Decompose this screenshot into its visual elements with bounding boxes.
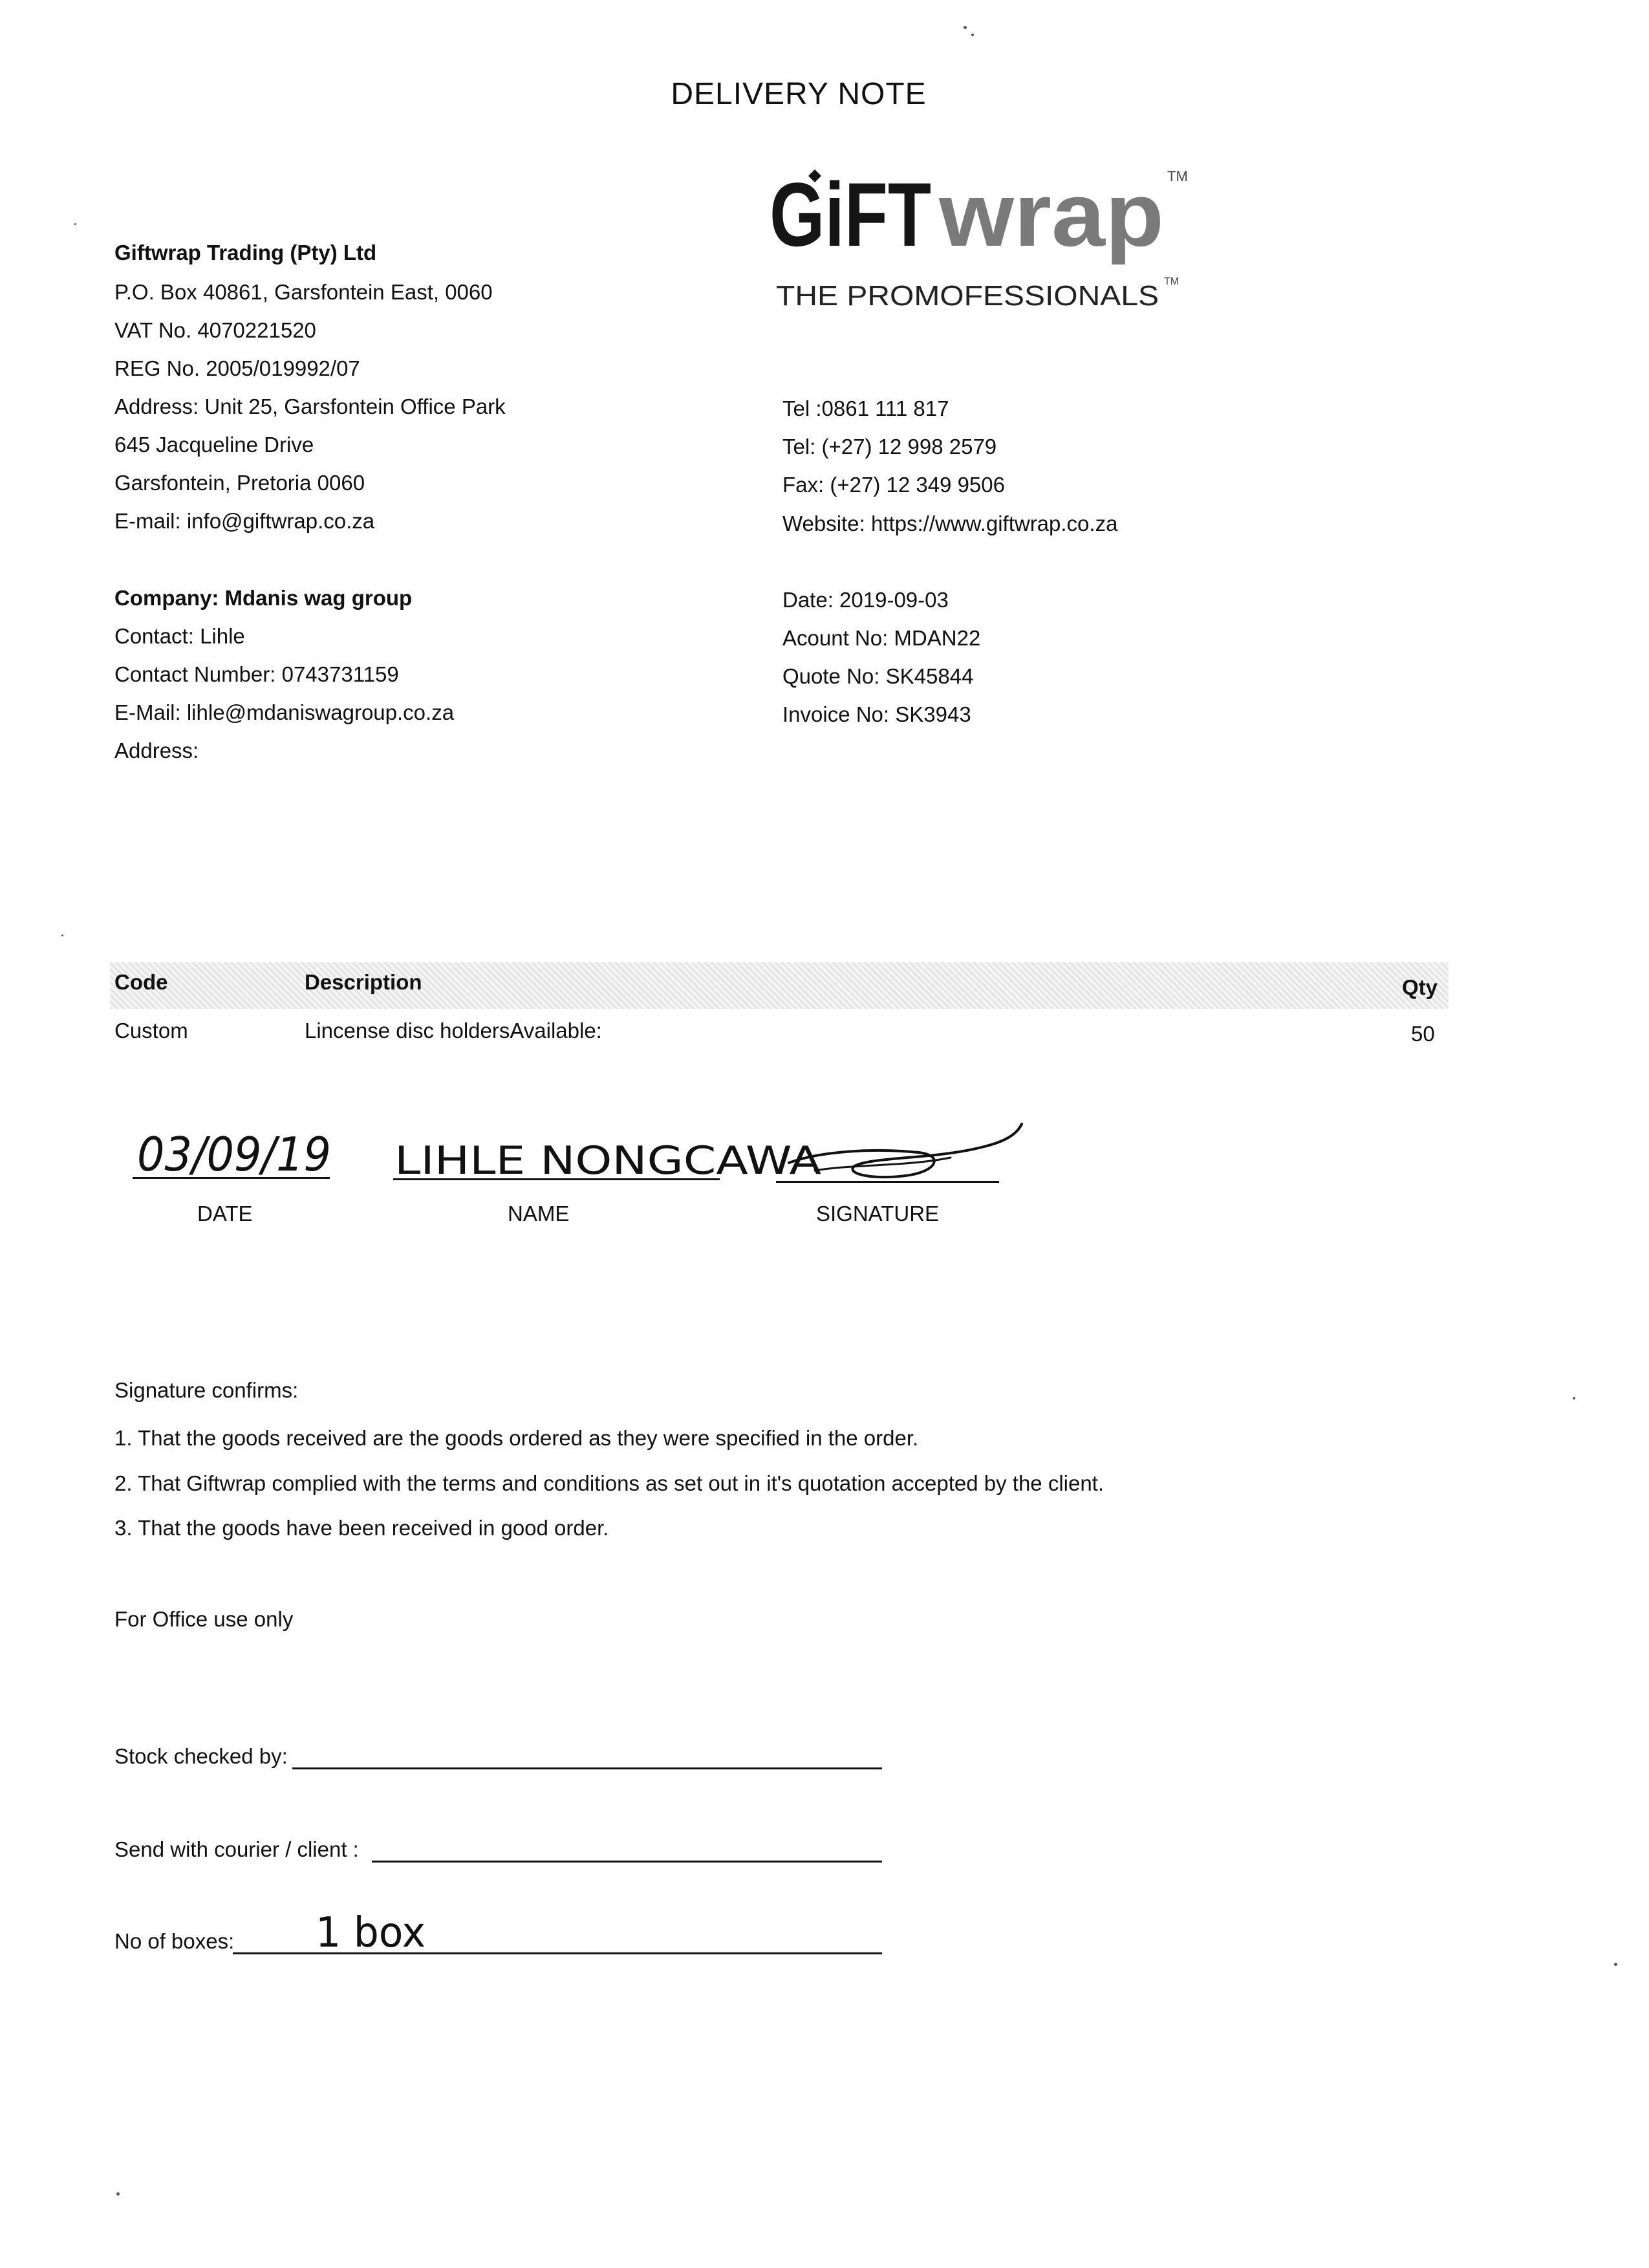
scan-speck — [74, 223, 76, 225]
sender-address-line-2: 645 Jacqueline Drive — [114, 433, 314, 457]
sender-address-line-1: Address: Unit 25, Garsfontein Office Park — [114, 394, 506, 418]
send-with-line — [372, 1861, 882, 1863]
handwritten-boxes — [310, 1905, 466, 1956]
sender-name: Giftwrap Trading (Pty) Ltd — [114, 241, 377, 265]
signature-scribble — [776, 1112, 1035, 1196]
name-underline — [393, 1178, 720, 1180]
signature-underline — [776, 1181, 999, 1183]
scan-speck — [1573, 1397, 1575, 1399]
office-heading: For Office use only — [114, 1607, 294, 1631]
tel-1: Tel :0861 111 817 — [782, 396, 949, 420]
boxes-label: No of boxes: — [114, 1929, 235, 1953]
account-number: Acount No: MDAN22 — [782, 626, 981, 650]
giftwrap-logo — [770, 155, 1196, 310]
customer-contact-number: Contact Number: 0743731159 — [114, 662, 399, 686]
row-description: Lincense disc holdersAvailable: — [305, 1019, 602, 1042]
send-with-label: Send with courier / client : — [114, 1837, 359, 1861]
column-header-code: Code — [114, 970, 168, 994]
customer-address: Address: — [114, 739, 199, 762]
stock-checked-label: Stock checked by: — [114, 1744, 288, 1768]
confirms-heading: Signature confirms: — [114, 1378, 299, 1402]
row-qty: 50 — [1411, 1022, 1435, 1046]
stock-checked-line — [292, 1767, 882, 1769]
scan-speck — [964, 26, 967, 29]
column-header-qty: Qty — [1402, 975, 1438, 999]
handwritten-name-text: LIHLE NONGCAWA — [394, 1138, 821, 1183]
confirm-item-2: 2. That Giftwrap complied with the terms and conditions as set out in it's quotation accepted by the client. — [114, 1471, 1105, 1495]
sender-po-box: P.O. Box 40861, Garsfontein East, 0060 — [114, 280, 493, 304]
row-code: Custom — [114, 1019, 188, 1042]
doc-date: Date: 2019-09-03 — [782, 588, 949, 612]
fax: Fax: (+27) 12 349 9506 — [782, 473, 1005, 497]
scan-speck — [1614, 1963, 1617, 1966]
signature-caption: SIGNATURE — [816, 1202, 940, 1226]
logo-tagline: THE PROMOFESSIONALS — [776, 280, 1159, 310]
logo-tm: TM — [1167, 168, 1188, 184]
column-header-description: Description — [305, 970, 422, 994]
logo-word-bold: GiFT — [770, 164, 931, 265]
sender-reg: REG No. 2005/019992/07 — [114, 356, 360, 380]
scan-speck — [116, 2192, 120, 2196]
customer-company: Company: Mdanis wag group — [114, 586, 413, 610]
tel-2: Tel: (+27) 12 998 2579 — [782, 435, 997, 459]
scan-speck — [61, 934, 63, 936]
name-caption: NAME — [508, 1202, 570, 1226]
confirm-item-1: 1. That the goods received are the goods ordered as they were specified in the order. — [114, 1426, 919, 1450]
page-title: DELIVERY NOTE — [671, 77, 927, 111]
handwritten-date-text: 03/09/19 — [137, 1127, 331, 1182]
logo-word-light: wrap — [938, 164, 1164, 265]
date-underline — [133, 1177, 330, 1179]
date-caption: DATE — [197, 1202, 253, 1226]
website: Website: https://www.giftwrap.co.za — [782, 512, 1118, 535]
sender-email: E-mail: info@giftwrap.co.za — [114, 509, 375, 533]
sender-vat: VAT No. 4070221520 — [114, 318, 316, 342]
customer-contact: Contact: Lihle — [114, 624, 245, 648]
invoice-number: Invoice No: SK3943 — [782, 702, 971, 726]
boxes-line — [233, 1952, 882, 1954]
scan-speck — [971, 34, 974, 36]
handwritten-boxes-text: 1 box — [316, 1909, 426, 1956]
quote-number: Quote No: SK45844 — [782, 664, 974, 688]
logo-tagline-tm: TM — [1164, 276, 1180, 287]
confirm-item-3: 3. That the goods have been received in good order. — [114, 1516, 609, 1540]
sender-address-line-3: Garsfontein, Pretoria 0060 — [114, 471, 365, 495]
customer-email: E-Mail: lihle@mdaniswagroup.co.za — [114, 700, 455, 724]
